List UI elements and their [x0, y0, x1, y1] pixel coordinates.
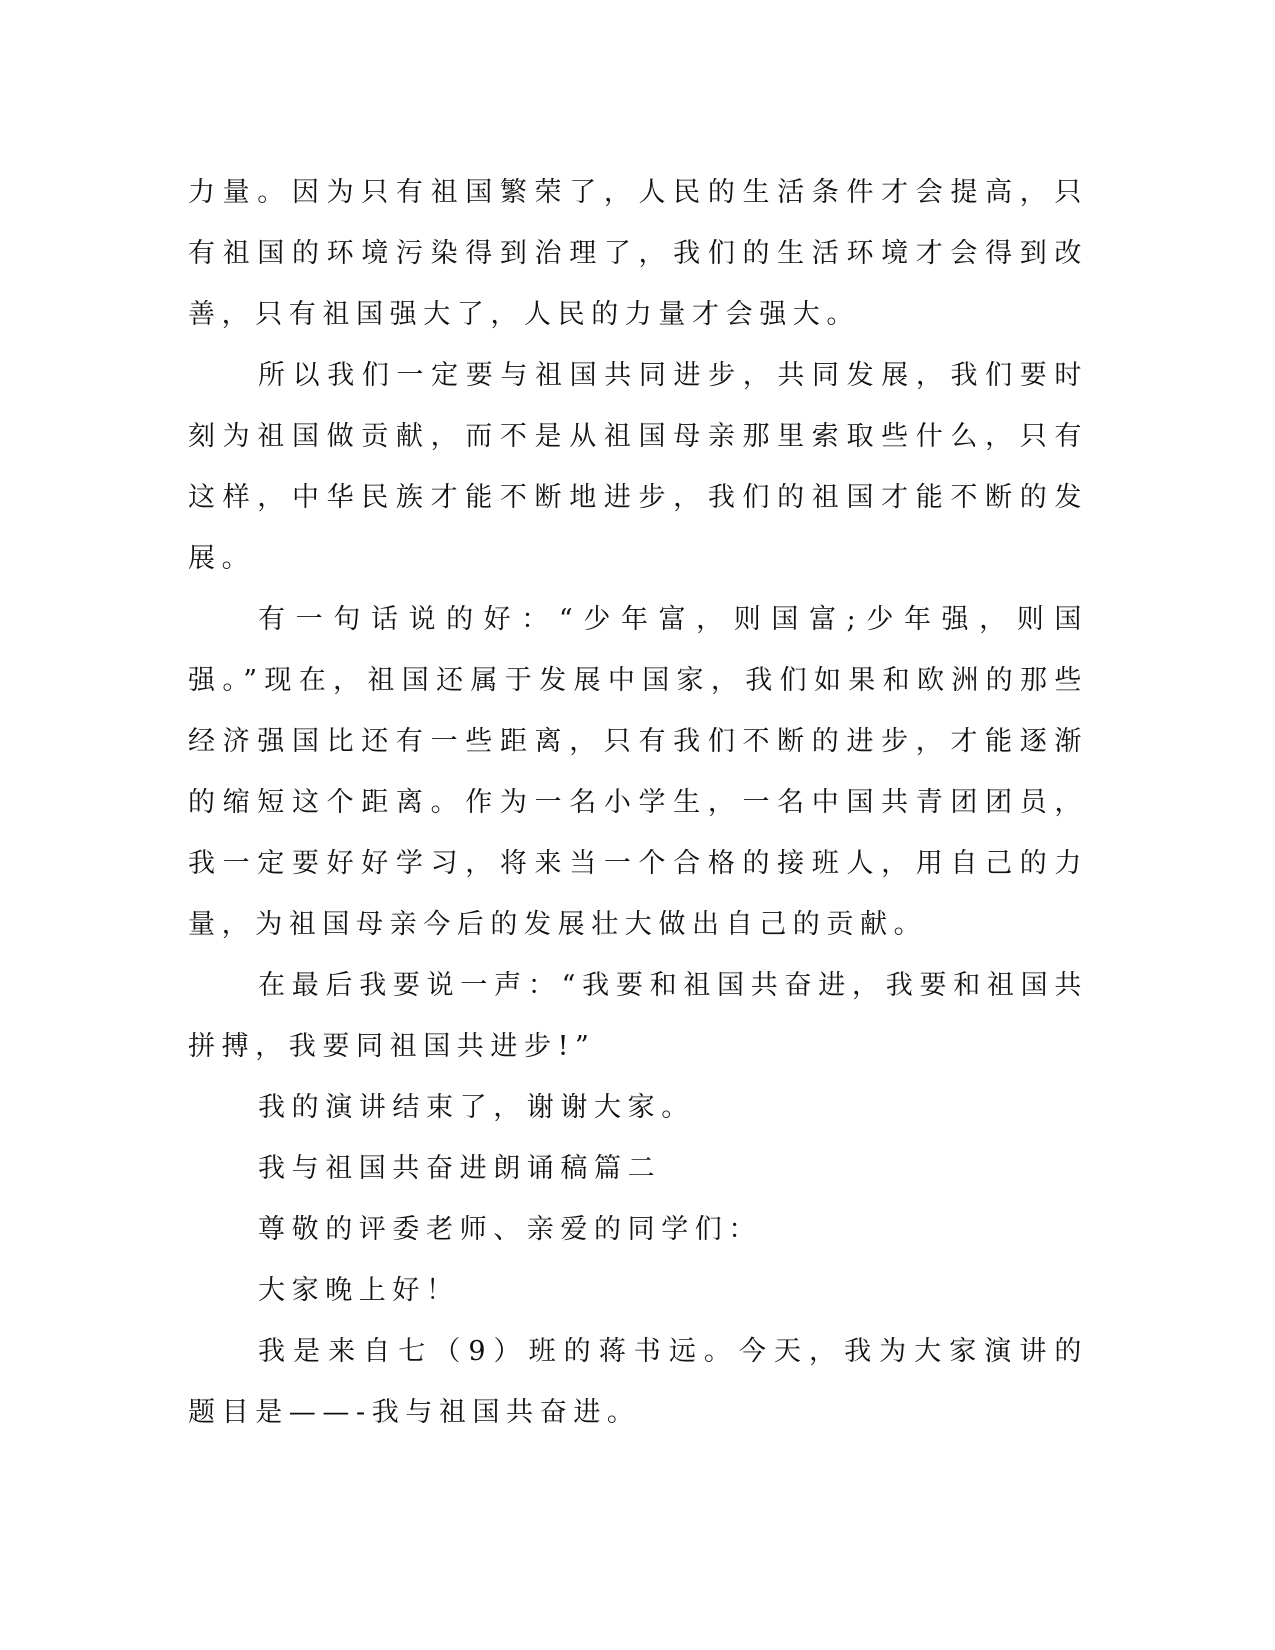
paragraph-final-words: 在最后我要说一声：“我要和祖国共奋进，我要和祖国共拼搏，我要同祖国共进步!”: [188, 970, 1088, 1062]
paragraph-progress: 所以我们一定要与祖国共同进步，共同发展，我们要时刻为祖国做贡献，而不是从祖国母亲那里索取些什么，只有这样，中华民族才能不断地进步，我们的祖国才能不断的发展。: [188, 360, 1088, 574]
salutation: 尊敬的评委老师、亲爱的同学们：: [258, 1214, 762, 1245]
paragraph-youth-quote: 有一句话说的好：“少年富，则国富;少年强，则国强。”现在，祖国还属于发展中国家，我们如果和欧洲的那些经济强国比还有一些距离，只有我们不断的进步，才能逐渐的缩短这个距离。作为一名小学生，一名中国共青团团员，我一定要好好学习，将来当一个合格的接班人，用自己的力量，为祖国母亲今后的发展壮大做出自己的贡献。: [188, 604, 1088, 940]
paragraph-strength: 力量。因为只有祖国繁荣了，人民的生活条件才会提高，只有祖国的环境污染得到治理了，我们的生活环境才会得到改善，只有祖国强大了，人民的力量才会强大。: [188, 177, 1088, 330]
paragraph-speech-end: 我的演讲结束了，谢谢大家。: [258, 1092, 695, 1123]
section-title-part-two: 我与祖国共奋进朗诵稿篇二: [258, 1153, 662, 1184]
document-body: [188, 162, 1088, 1443]
greeting: 大家晚上好！: [258, 1275, 460, 1306]
paragraph-self-introduction: 我是来自七（9）班的蒋书远。今天，我为大家演讲的题目是——-我与祖国共奋进。: [188, 1336, 1088, 1428]
